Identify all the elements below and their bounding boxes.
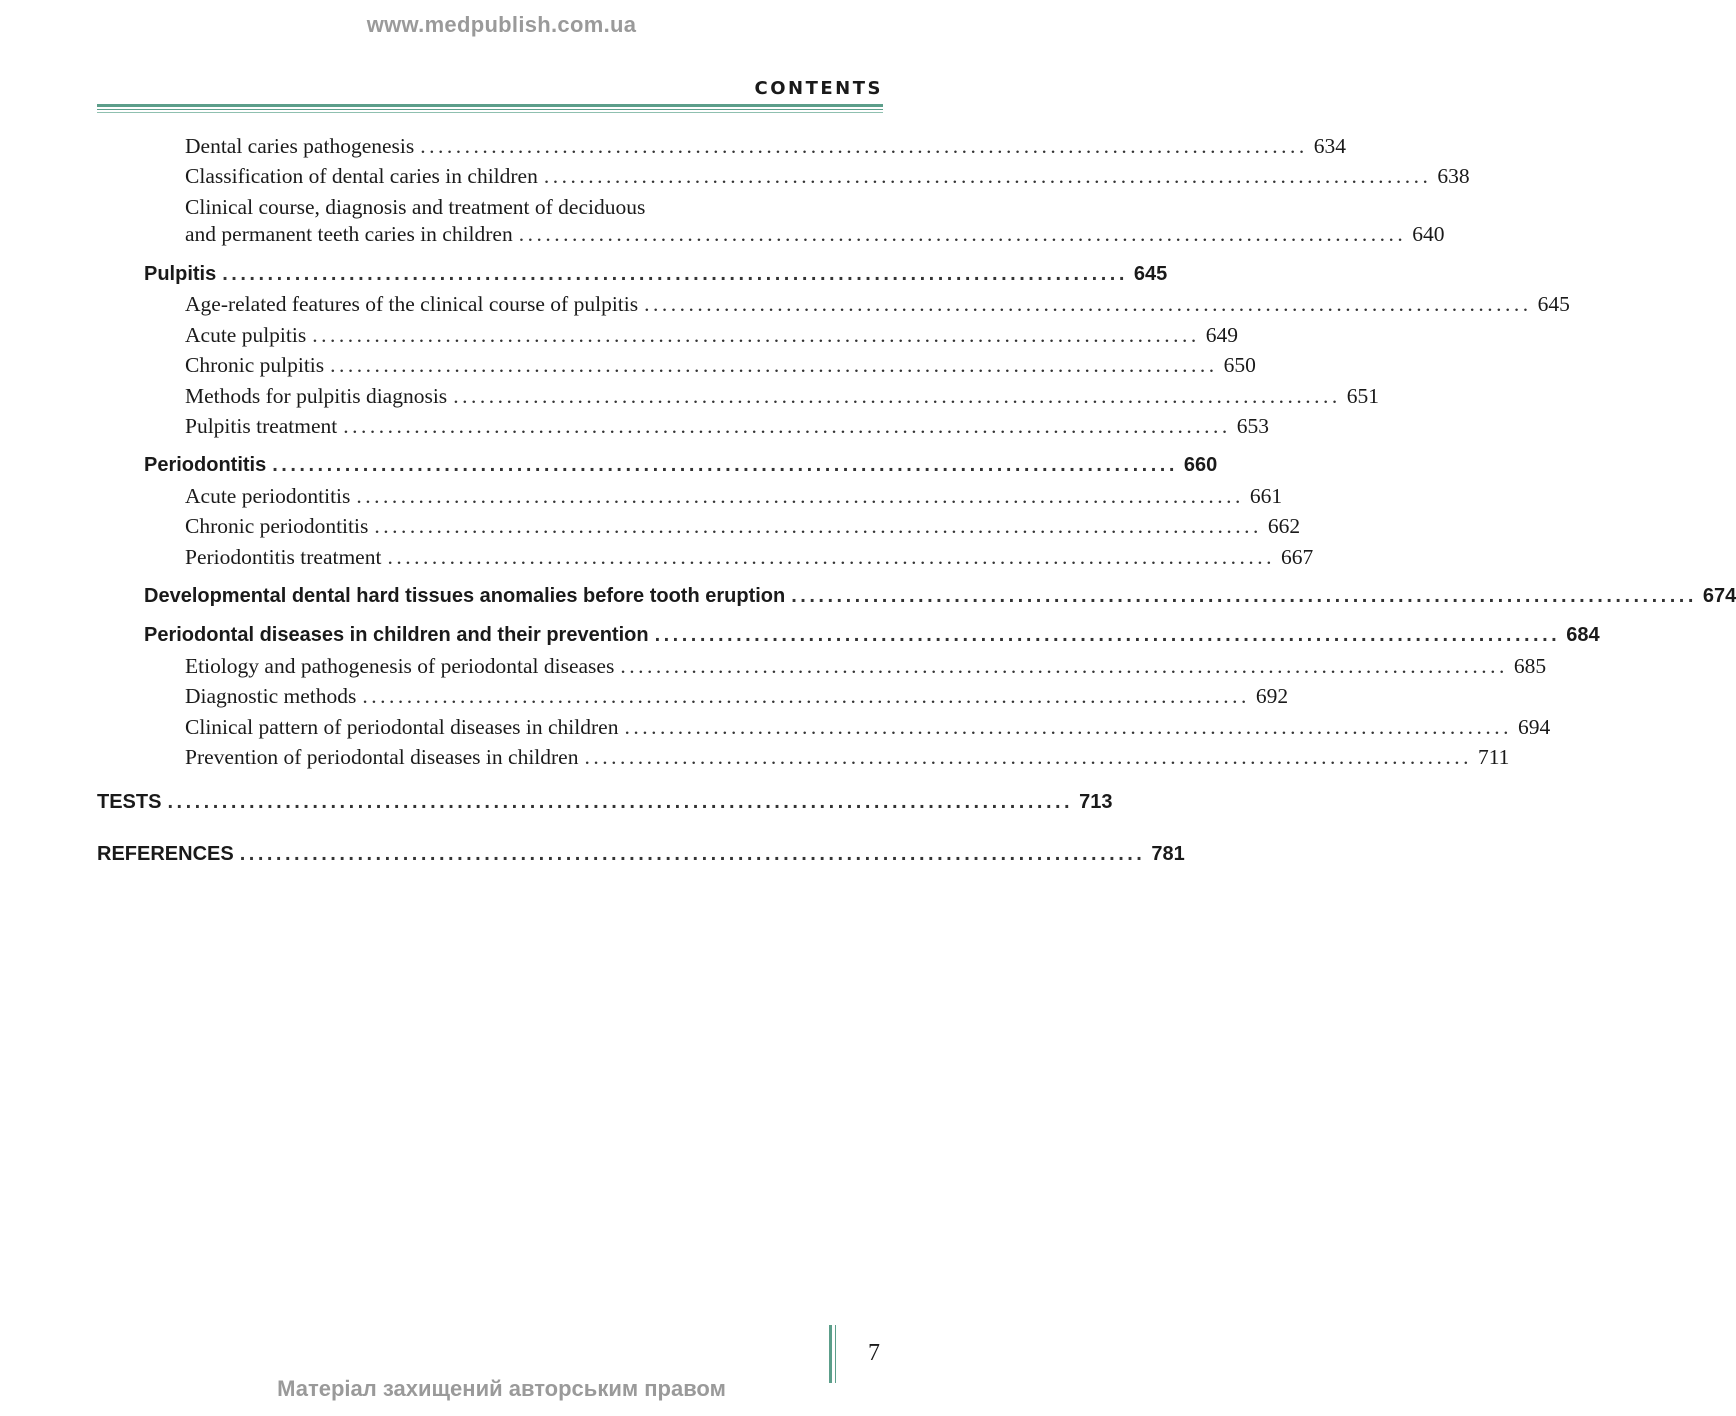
toc-entry[interactable]	[185, 681, 1289, 711]
toc-entry-page: 640	[1412, 222, 1445, 246]
watermark-top: www.medpublish.com.ua	[366, 12, 637, 37]
toc-entry-label: Classification of dental caries in children	[185, 164, 538, 188]
toc-entry-page: 645	[1133, 263, 1168, 285]
toc-leader-dots: ....................................................................................................	[620, 654, 1508, 678]
toc-leader-dots: ....................................................................................................	[584, 745, 1472, 769]
toc-entry-label: Periodontitis treatment	[185, 545, 382, 569]
toc-leader-dots: ....................................................................................................	[312, 323, 1200, 347]
toc-entry-label: Developmental dental hard tissues anomalies before tooth eruption	[144, 585, 786, 607]
toc-leader-dots: ....................................................................................................	[420, 134, 1308, 158]
toc-entry-label: Chronic periodontitis	[185, 514, 369, 538]
toc-entry-label: Pulpitis	[144, 263, 217, 285]
toc-entry-label: Chronic pulpitis	[185, 353, 325, 377]
toc-entry-page: 674	[1702, 585, 1736, 607]
toc-entry-page: 781	[1151, 843, 1185, 865]
toc-leader-dots: ....................................................................................................	[362, 684, 1250, 708]
toc-section-entry[interactable]	[144, 450, 1218, 480]
watermark-bottom: Матеріал захищений авторським правом	[277, 1376, 726, 1401]
toc-entry-label: Methods for pulpitis diagnosis	[185, 384, 448, 408]
toc-leader-dots: ....................................................................................................	[644, 292, 1532, 316]
toc-leader-dots: ....................................................................................................	[167, 791, 1074, 813]
toc-entry-page: 645	[1537, 292, 1570, 316]
toc-leader-dots: ....................................................................................................	[356, 484, 1244, 508]
toc-entry-label: TESTS	[97, 791, 162, 813]
toc-leader-dots: ....................................................................................................	[654, 624, 1561, 646]
toc-entry-label: Acute pulpitis	[185, 323, 307, 347]
toc-entry-label-line1: Clinical course, diagnosis and treatment of deciduous	[185, 195, 646, 219]
toc-entry-label: Periodontal diseases in children and their prevention	[144, 624, 649, 646]
toc-leader-dots: ....................................................................................................	[387, 545, 1275, 569]
toc-entry-page: 685	[1513, 654, 1547, 678]
toc-entry-label: Periodontitis	[144, 454, 267, 476]
toc-leader-dots: ....................................................................................................	[222, 263, 1128, 285]
toc-entry-page: 684	[1566, 624, 1600, 646]
toc-entry-label: Prevention of periodontal diseases in children	[185, 745, 579, 769]
toc-entry[interactable]	[185, 542, 1314, 572]
toc-entry[interactable]	[185, 742, 1510, 772]
toc-section-entry[interactable]	[144, 259, 1168, 289]
toc-entry-page: 661	[1249, 484, 1283, 508]
toc-leader-dots: ....................................................................................................	[453, 384, 1341, 408]
toc-entry-page: 662	[1267, 514, 1301, 538]
toc-leader-dots: ....................................................................................................	[239, 843, 1146, 865]
toc-entry[interactable]	[185, 481, 1283, 511]
toc-entry-page: 692	[1255, 684, 1289, 708]
header-rule	[97, 112, 883, 113]
toc-entry-page: 634	[1313, 134, 1346, 158]
toc-entry-page: 694	[1517, 715, 1551, 739]
toc-leader-dots: ....................................................................................................	[518, 222, 1407, 246]
toc-entry-label: Pulpitis treatment	[185, 414, 338, 438]
toc-entry-label: Age-related features of the clinical course of pulpitis	[185, 292, 639, 316]
toc-entry[interactable]	[185, 289, 1570, 319]
toc-entry-page: 649	[1205, 323, 1238, 347]
toc-entry-label: Dental caries pathogenesis	[185, 134, 415, 158]
page-number-bar	[835, 1325, 836, 1383]
toc-leader-dots: ....................................................................................................	[791, 585, 1697, 607]
toc-entry[interactable]	[185, 381, 1379, 411]
toc-chapter-entry[interactable]	[97, 839, 1185, 869]
toc-entry-page: 667	[1280, 545, 1314, 569]
toc-entry-label: Clinical pattern of periodontal diseases in children	[185, 715, 619, 739]
header-rule	[97, 109, 883, 110]
toc-entry-page: 711	[1477, 745, 1510, 769]
toc-leader-dots: ....................................................................................................	[343, 414, 1231, 438]
toc-entry-page: 660	[1183, 454, 1218, 476]
toc-chapter-entry[interactable]	[97, 787, 1113, 817]
running-head: CONTENTS	[754, 78, 883, 99]
page-number-bar	[829, 1325, 832, 1383]
toc-entry-page: 650	[1223, 353, 1256, 377]
toc-section-entry[interactable]	[144, 581, 1736, 611]
toc-entry[interactable]	[185, 219, 1445, 249]
toc-entry-page: 713	[1079, 791, 1113, 813]
toc-leader-dots: ....................................................................................................	[272, 454, 1178, 476]
header-rule	[97, 104, 883, 107]
toc-leader-dots: ....................................................................................................	[624, 715, 1512, 739]
toc-leader-dots: ....................................................................................................	[330, 353, 1218, 377]
toc-entry-page: 638	[1437, 164, 1470, 188]
toc-entry[interactable]	[185, 131, 1346, 161]
page-number: 7	[868, 1340, 880, 1366]
toc-entry[interactable]	[185, 350, 1256, 380]
toc-entry[interactable]	[185, 320, 1238, 350]
toc-entry-label: Etiology and pathogenesis of periodontal diseases	[185, 654, 615, 678]
toc-entry[interactable]	[185, 511, 1301, 541]
toc-leader-dots: ....................................................................................................	[543, 164, 1432, 188]
toc-entry-label: Diagnostic methods	[185, 684, 357, 708]
toc-section-entry[interactable]	[144, 620, 1600, 650]
toc-entry-page: 653	[1236, 414, 1270, 438]
toc-entry[interactable]	[185, 411, 1270, 441]
toc-entry[interactable]	[185, 161, 1470, 191]
toc-entry-label: REFERENCES	[97, 843, 234, 865]
toc-entry-label: Acute periodontitis	[185, 484, 351, 508]
toc-entry-label: and permanent teeth caries in children	[185, 222, 513, 246]
toc-entry-page: 651	[1346, 384, 1379, 408]
toc-entry[interactable]	[185, 651, 1547, 681]
toc-leader-dots: ....................................................................................................	[374, 514, 1262, 538]
toc-entry[interactable]	[185, 712, 1551, 742]
